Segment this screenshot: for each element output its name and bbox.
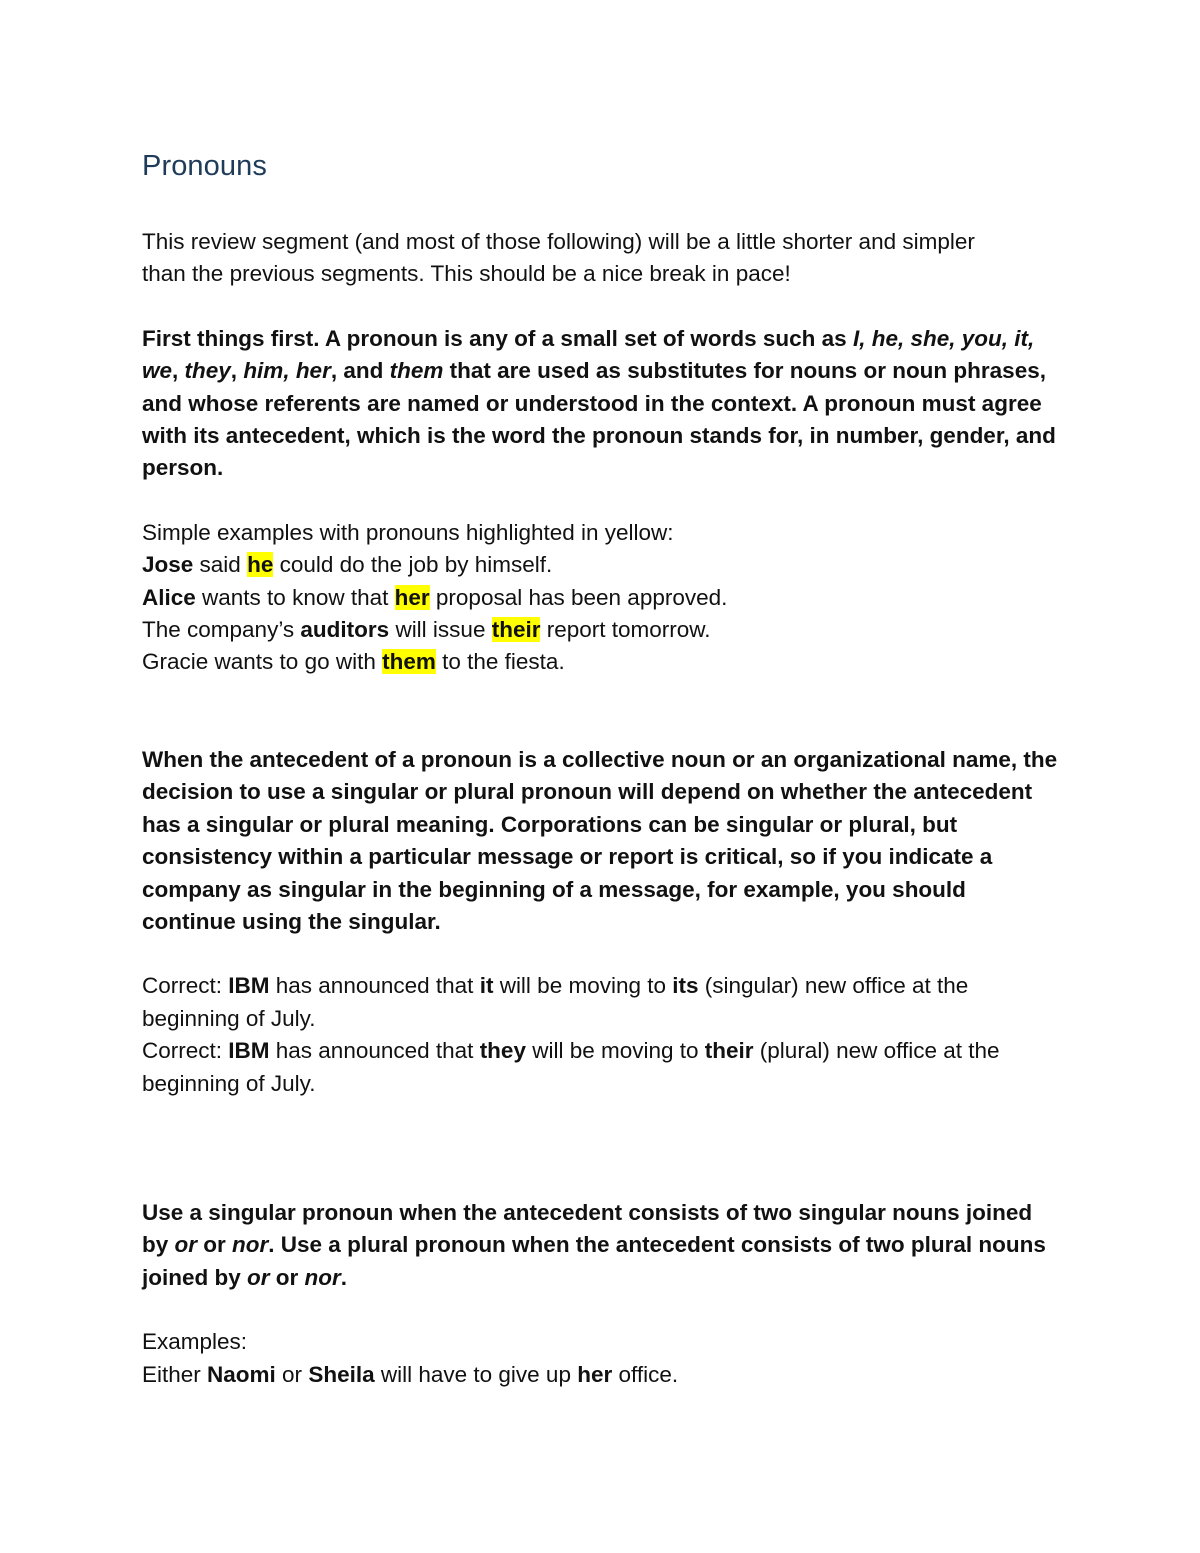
conjunction-italic: or: [174, 1232, 198, 1258]
definition-text: First things first. A pronoun is any of a small set of words such as: [142, 325, 853, 351]
definition-text: ,: [172, 358, 185, 384]
definition-text: ,: [230, 358, 244, 384]
antecedent: Sheila: [308, 1361, 375, 1387]
collective-examples: [142, 970, 1062, 1100]
correct-example: [142, 1035, 1062, 1100]
page-title: Pronouns: [142, 150, 267, 182]
pronoun: it: [479, 973, 494, 999]
antecedent: IBM: [228, 1038, 270, 1064]
example-text: will be moving to: [525, 1038, 705, 1064]
example-line: [142, 549, 1062, 581]
pronoun: her: [577, 1361, 613, 1387]
highlighted-pronoun: them: [382, 649, 436, 675]
example-text: Gracie wants to go with: [142, 649, 383, 675]
example-text: wants to know that: [195, 584, 395, 610]
conjunction-italic: or: [247, 1264, 270, 1290]
examples-block: [142, 517, 1062, 679]
or-nor-rule-paragraph: [142, 1197, 1062, 1294]
antecedent: Alice: [142, 584, 196, 610]
example-text: to the fiesta.: [435, 649, 565, 675]
intro-line-2: than the previous segments. This should be a nice break in pace!: [142, 261, 791, 287]
definition-text: that are used as substitutes for nouns or noun phrases, and whose referents are named or understood in the context. A pronoun must agree with its antecedent, which is the word the pronoun stands for, in number, gender, and person.: [142, 358, 1056, 481]
definition-text: , and: [330, 358, 390, 384]
example-text: (singular) new office at the beginning of July.: [142, 973, 969, 1031]
example-text: will have to give up: [374, 1361, 578, 1387]
example-text: (plural) new office at the beginning of July.: [142, 1038, 1000, 1096]
examples-heading: Simple examples with pronouns highlighted in yellow:: [142, 519, 674, 545]
rule-text: .: [340, 1264, 348, 1290]
example-line: [142, 1359, 1062, 1391]
antecedent: IBM: [228, 973, 270, 999]
document-page: [142, 140, 1062, 1391]
example-line: [142, 582, 1062, 614]
example-text: report tomorrow.: [540, 617, 711, 643]
example-text: has announced that: [269, 973, 480, 999]
pronoun-list-italic: them: [389, 358, 444, 384]
correct-label: Correct:: [142, 973, 229, 999]
example-text: will be moving to: [493, 973, 673, 999]
example-text: or: [275, 1361, 309, 1387]
rule-text: or: [269, 1264, 305, 1290]
example-text: The company’s: [142, 617, 301, 643]
intro-paragraph: [142, 226, 1062, 291]
rule-text: Use a singular pronoun when the antecedent consists of two singular nouns joined by: [142, 1199, 1033, 1258]
highlighted-pronoun: he: [247, 552, 274, 578]
collective-rule-text: When the antecedent of a pronoun is a collective noun or an organizational name, the decision to use a singular or plural pronoun will depend on whether the antecedent has a singular or plural meaning. Corporations can be singular or plural, but consistency within a particular message or report is critical, so if you indicate a company as singular in the beginning of a message, for example, you should continue using the singular.: [142, 746, 1058, 934]
pronoun: their: [704, 1038, 754, 1064]
pronoun: they: [479, 1038, 526, 1064]
collective-rule-paragraph: [142, 744, 1062, 938]
example-text: proposal has been approved.: [429, 584, 728, 610]
example-line: [142, 614, 1062, 646]
example-text: could do the job by himself.: [273, 552, 553, 578]
example-text: will issue: [389, 617, 492, 643]
antecedent: Naomi: [207, 1361, 276, 1387]
pronoun-list-italic: they: [184, 358, 231, 384]
correct-label: Correct:: [142, 1038, 229, 1064]
correct-example: [142, 970, 1062, 1035]
example-text: said: [193, 552, 248, 578]
example-text: office.: [612, 1361, 679, 1387]
antecedent: Jose: [142, 552, 194, 578]
example-line: [142, 646, 1062, 678]
rule-text: or: [197, 1232, 233, 1258]
conjunction-italic: nor: [232, 1232, 269, 1258]
example-text: Either: [142, 1361, 208, 1387]
or-nor-examples: [142, 1326, 1062, 1391]
intro-line-1: This review segment (and most of those following) will be a little shorter and simpler: [142, 229, 975, 254]
conjunction-italic: nor: [304, 1264, 341, 1290]
pronoun-list-italic: him, her: [243, 358, 331, 384]
antecedent: auditors: [300, 617, 390, 643]
highlighted-pronoun: her: [394, 584, 430, 610]
example-text: has announced that: [269, 1038, 480, 1064]
highlighted-pronoun: their: [491, 617, 541, 643]
rule-text: . Use a plural pronoun when the antecedent consists of two plural nouns joined by: [142, 1232, 1046, 1290]
pronoun: its: [672, 973, 699, 999]
pronoun-list-italic: I, he, she, you, it, we: [142, 325, 1035, 384]
examples-label: Examples:: [142, 1329, 248, 1355]
definition-paragraph: [142, 323, 1062, 485]
